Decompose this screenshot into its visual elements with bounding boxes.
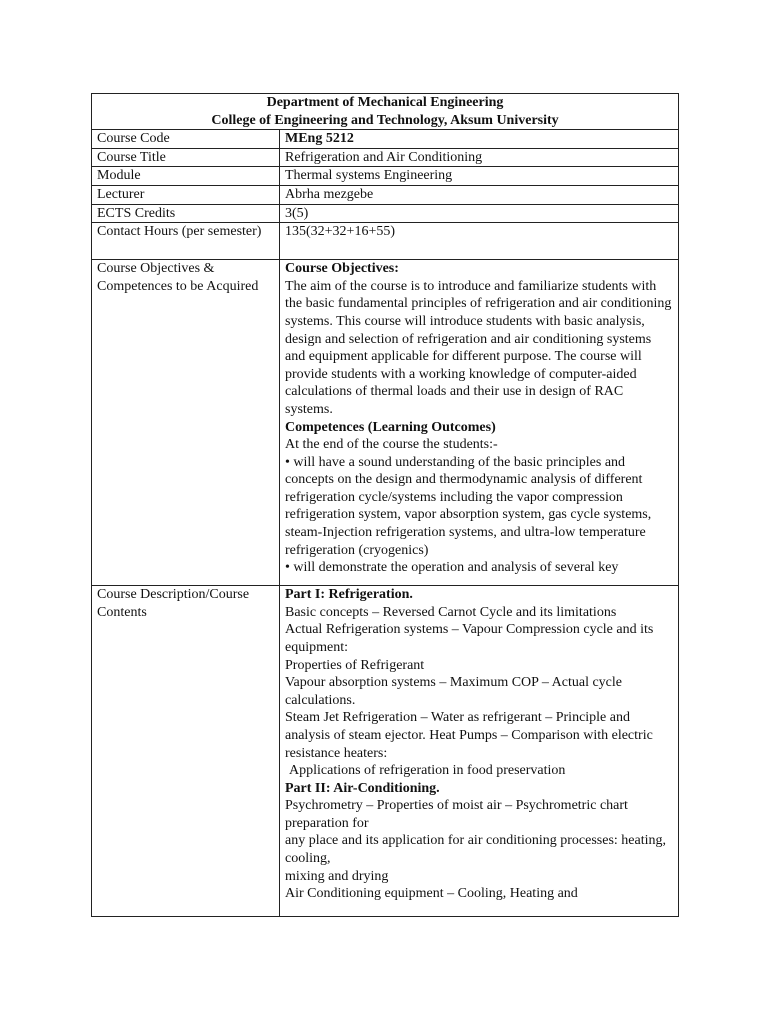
content-line: Basic concepts – Reversed Carnot Cycle and its limitations	[285, 604, 617, 620]
objectives-text: The aim of the course is to introduce and familiarize students with the basic fundamental principles of refrigeration and air conditioning systems. This course will introduce students with basic analysis, design and selection of refrigeration and air conditioning systems and equipment applicable for different purpose. The course will provide students with a working knowledge of computer-aided calculations of thermal loads and their use in design of RAC systems.	[285, 278, 672, 417]
module-value: Thermal systems Engineering	[280, 167, 679, 186]
table-row	[92, 167, 679, 186]
part1-heading: Part I: Refrigeration.	[285, 587, 413, 603]
department-name: Department of Mechanical Engineering	[266, 95, 504, 110]
ects-label: ECTS Credits	[92, 204, 280, 223]
contact-hours-label: Contact Hours (per semester)	[92, 223, 280, 260]
content-line: mixing and drying	[285, 868, 389, 884]
course-title-value: Refrigeration and Air Conditioning	[280, 148, 679, 167]
content-line: Air Conditioning equipment – Cooling, Heating and	[285, 886, 578, 902]
content-line: Properties of Refrigerant	[285, 657, 425, 673]
course-syllabus-table	[91, 93, 679, 917]
part2-heading: Part II: Air-Conditioning.	[285, 780, 440, 796]
content-line: Psychrometry – Properties of moist air – Psychrometric chart preparation for	[285, 798, 628, 831]
competence-bullet: • will have a sound understanding of the basic principles and concepts on the design and thermodynamic analysis of different refrigeration cycle/systems including the vapor compression refrigeration system, vapor absorption system, gas cycle systems, steam-Injection refrigeration systems, and ultra-low temperature refrigeration (cryogenics)	[285, 454, 652, 558]
lecturer-value: Abrha mezgebe	[280, 185, 679, 204]
contact-hours-value: 135(32+32+16+55)	[280, 223, 679, 260]
course-code-value: MEng 5212	[280, 130, 679, 149]
competences-heading: Competences (Learning Outcomes)	[285, 419, 496, 435]
syllabus-page	[91, 93, 678, 917]
college-name: College of Engineering and Technology, Aksum University	[211, 112, 559, 128]
content-line: any place and its application for air conditioning processes: heating, cooling,	[285, 833, 666, 867]
objectives-heading: Course Objectives:	[285, 261, 399, 277]
objectives-cell	[280, 260, 679, 586]
content-line: Steam Jet Refrigeration – Water as refrigerant – Principle and analysis of steam ejector. Heat Pumps – Comparison with electric resistance heaters:	[285, 710, 653, 761]
ects-value: 3(5)	[280, 204, 679, 223]
module-label: Module	[92, 167, 280, 186]
content-line: Vapour absorption systems – Maximum COP – Actual cycle calculations.	[285, 675, 622, 708]
lecturer-label: Lecturer	[92, 185, 280, 204]
table-row	[92, 185, 679, 204]
contents-label: Course Description/Course Contents	[92, 586, 280, 917]
competences-intro: At the end of the course the students:-	[285, 437, 498, 453]
objectives-label: Course Objectives & Competences to be Acquired	[92, 260, 280, 586]
table-row	[92, 148, 679, 167]
table-row	[92, 130, 679, 149]
content-line: Applications of refrigeration in food preservation	[289, 763, 566, 779]
table-row	[92, 223, 679, 260]
table-header-row	[92, 94, 679, 130]
competence-bullet: • will demonstrate the operation and analysis of several key	[285, 560, 619, 576]
course-code-label: Course Code	[92, 130, 280, 149]
table-header	[92, 94, 679, 130]
course-title-label: Course Title	[92, 148, 280, 167]
table-row	[92, 204, 679, 223]
table-row	[92, 586, 679, 917]
content-line: Actual Refrigeration systems – Vapour Compression cycle and its equipment:	[285, 622, 654, 655]
table-row	[92, 260, 679, 586]
contents-cell	[280, 586, 679, 917]
